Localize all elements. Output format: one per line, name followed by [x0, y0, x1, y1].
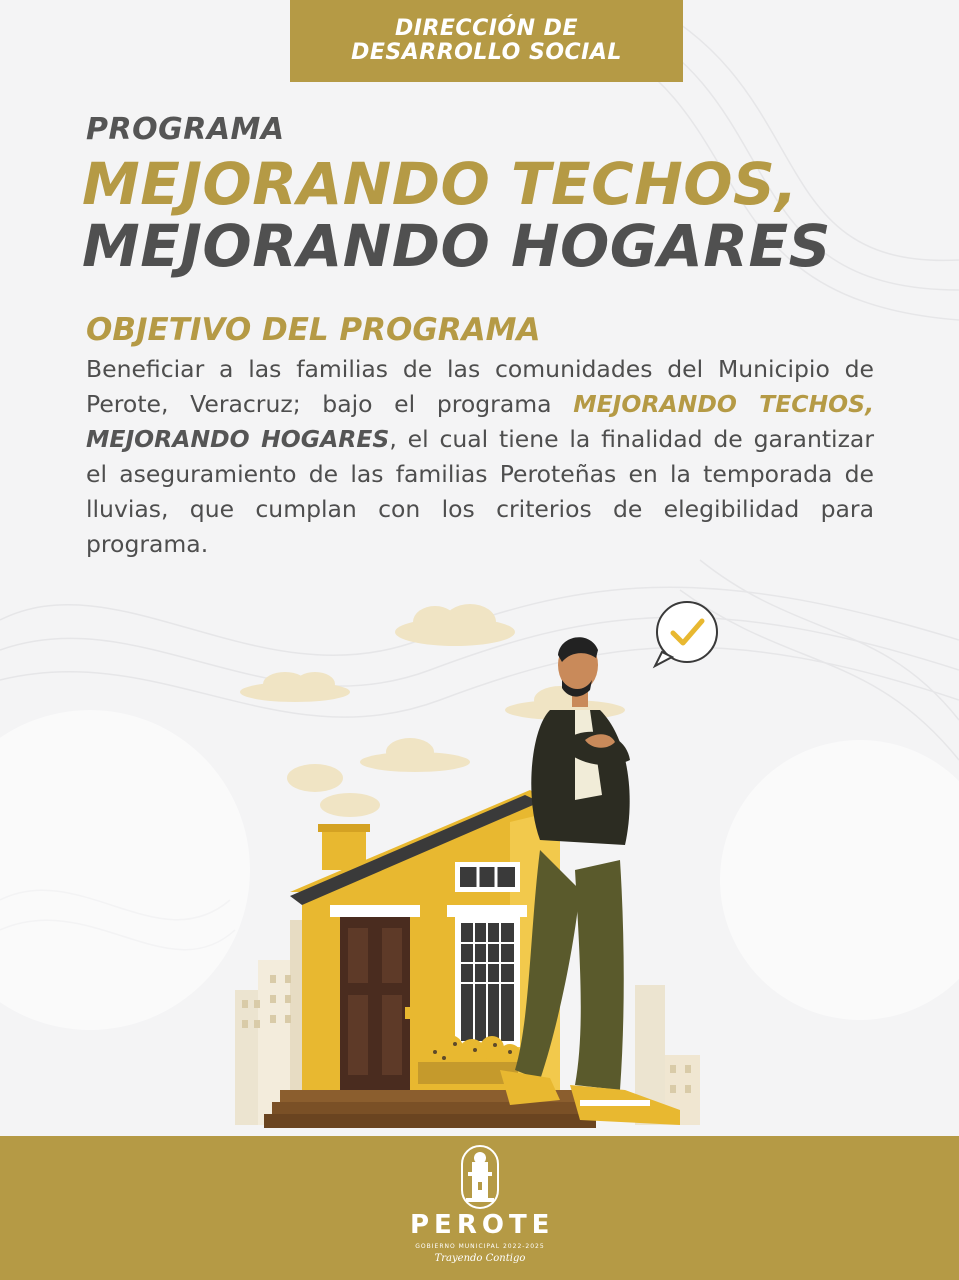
logo-slogan: Trayendo Contigo: [434, 1253, 526, 1264]
objective-highlight-2: MEJORANDO HOGARES: [86, 425, 390, 453]
logo-subtitle: GOBIERNO MUNICIPAL 2022-2025: [415, 1243, 545, 1250]
checkmark-speech-bubble-icon: [655, 602, 717, 666]
department-line-2: DESARROLLO SOCIAL: [351, 40, 622, 65]
perote-tower-logo-icon: [410, 1142, 550, 1210]
objective-text-1: Beneficiar a las familias de las comunidades del Municipio de Perote, Veracruz; bajo el programa: [86, 355, 874, 418]
objective-heading: OBJETIVO DEL PROGRAMA: [86, 312, 541, 348]
perote-logo: [410, 1142, 555, 1274]
program-label: PROGRAMA: [86, 112, 285, 147]
logo-name: PEROTE: [410, 1210, 555, 1240]
program-title-line-2: MEJORANDO HOGARES: [82, 212, 831, 280]
department-line-1: DIRECCIÓN DE: [395, 16, 578, 41]
objective-highlight-1: MEJORANDO TECHOS,: [573, 390, 874, 418]
objective-text-2: , el cual tiene la finalidad de garantizar el aseguramiento de las familias Peroteñas en la temporada de lluvias, que cumplan con los criterios de elegibilidad para programa.: [86, 425, 874, 558]
objective-paragraph: [86, 352, 874, 562]
department-banner: [290, 0, 683, 82]
program-title-line-1: MEJORANDO TECHOS,: [82, 150, 798, 218]
house-and-man-illustration: [230, 600, 740, 1140]
